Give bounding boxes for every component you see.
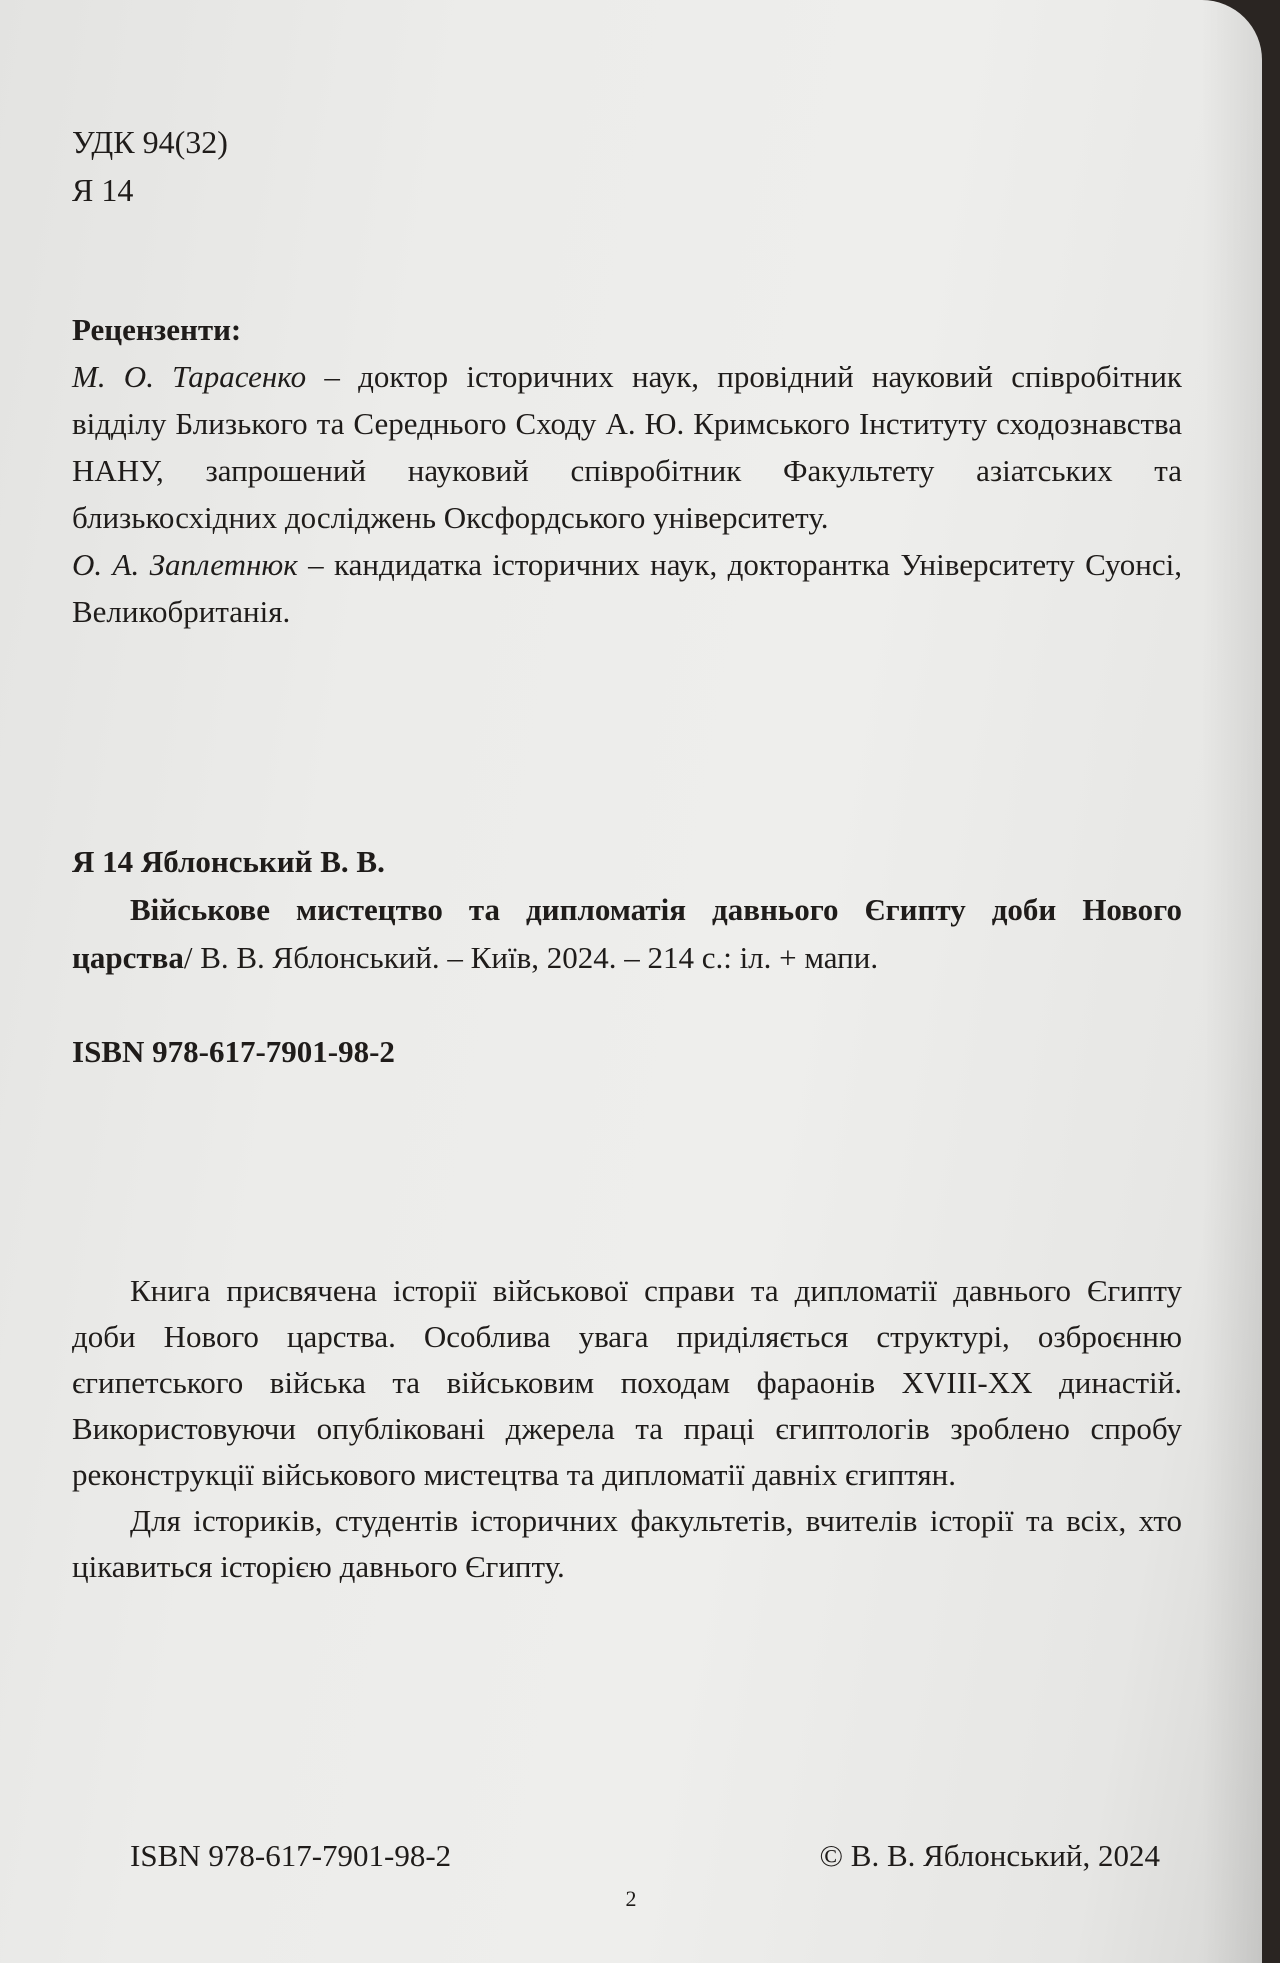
reviewer-2-description: – кандидатка історичних наук, докторантка Університету Суонсі, Великобританія.: [72, 547, 1182, 629]
footer-line: [130, 1836, 1160, 1876]
reviewers-heading: Рецензенти:: [72, 312, 242, 347]
abstract-block: [72, 1268, 1182, 1590]
catalog-author: Я 14 Яблонський В. В.: [72, 844, 385, 879]
footer-isbn: ISBN 978-617-7901-98-2: [130, 1838, 452, 1873]
catalog-entry: [72, 838, 1182, 982]
isbn-main: ISBN 978-617-7901-98-2: [72, 1034, 395, 1069]
page-number: 2: [625, 1886, 637, 1911]
abstract-paragraph-2: Для істориків, студентів історичних факультетів, вчителів історії та всіх, хто цікавиться історією давнього Єгипту.: [72, 1503, 1182, 1584]
reviewer-1-name: М. О. Тарасенко: [72, 359, 307, 394]
reviewer-2: [72, 541, 1182, 635]
udc-code: УДК 94(32): [72, 124, 228, 160]
copyright: © В. В. Яблонський, 2024: [819, 1838, 1160, 1873]
catalog-title: [72, 886, 1182, 982]
reviewers-block: [72, 306, 1182, 635]
library-code: Я 14: [72, 172, 134, 208]
publication-details: / В. В. Яблонський. – Київ, 2024. – 214 с.: іл. + мапи.: [183, 940, 879, 975]
abstract-paragraph-1: Книга присвячена історії військової справи та дипломатії давнього Єгипту доби Нового царства. Особлива увага приділяється структурі, озброєнню єгипетського війська та військовим походам фараонів XVIII-XX династій. Використовуючи опубліковані джерела та праці єгиптологів зроблено спробу реконструкції військового мистецтва та дипломатії давніх єгиптян.: [72, 1273, 1182, 1492]
reviewer-2-name: О. А. Заплетнюк: [72, 547, 298, 582]
book-title: Військове мистецтво та дипломатія давнього Єгипту доби Нового царства: [72, 892, 1182, 975]
reviewer-1: [72, 353, 1182, 541]
reviewer-1-description: – доктор історичних наук, провідний науковий співробітник відділу Близького та Середнього Сходу А. Ю. Кримського Інституту сходознавства НАНУ, запрошений науковий співробітник Факультету азіатських та близькосхідних досліджень Оксфордського університету.: [72, 359, 1182, 535]
udc-block: [72, 118, 1182, 214]
